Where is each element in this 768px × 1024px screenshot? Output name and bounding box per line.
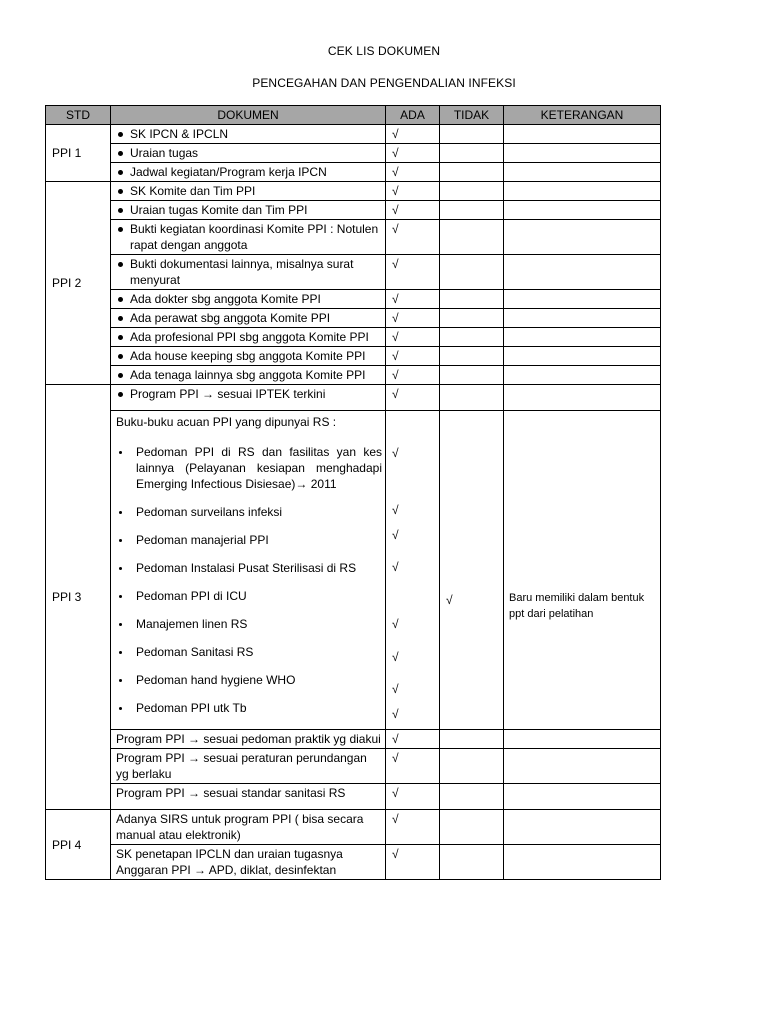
- document-cell: [111, 366, 386, 385]
- keterangan-cell: [504, 845, 661, 880]
- std-cell: PPI 4: [46, 810, 111, 880]
- tidak-cell: [440, 328, 504, 347]
- buku-acuan-intro: Buku-buku acuan PPI yang dipunyai RS :: [116, 415, 337, 429]
- document-item: Uraian tugas Komite dan Tim PPI: [116, 202, 382, 218]
- document-cell: [111, 385, 386, 411]
- header-tidak: TIDAK: [440, 106, 504, 125]
- keterangan-cell: [504, 309, 661, 328]
- keterangan-cell: [504, 784, 661, 810]
- tidak-cell: [440, 309, 504, 328]
- document-cell: Adanya SIRS untuk program PPI ( bisa secara manual atau elektronik): [111, 810, 386, 845]
- tidak-cell: [440, 163, 504, 182]
- document-cell: SK penetapan IPCLN dan uraian tugasnya Anggaran PPI → APD, diklat, desinfektan: [111, 845, 386, 880]
- document-cell: [111, 328, 386, 347]
- document-cell: [111, 347, 386, 366]
- ada-check: √: [386, 385, 440, 411]
- ada-check: √: [386, 366, 440, 385]
- document-text: Program PPI → sesuai standar sanitasi RS: [116, 786, 346, 800]
- document-item: Bukti kegiatan koordinasi Komite PPI : Notulen rapat dengan anggota: [116, 221, 382, 253]
- document-item: Ada perawat sbg anggota Komite PPI: [116, 310, 382, 326]
- ada-check: √: [386, 182, 440, 201]
- document-cell: [111, 309, 386, 328]
- list-item: Pedoman PPI di RS dan fasilitas yan kes lainnya (Pelayanan kesiapan menghadapi Emerging Infectious Disiesae)→ 2011: [116, 444, 382, 492]
- tidak-cell: [440, 220, 504, 255]
- tidak-cell: [440, 730, 504, 749]
- table-row: [46, 730, 661, 749]
- tidak-cell: [440, 749, 504, 784]
- ada-check: √: [386, 730, 440, 749]
- std-cell: PPI 3: [46, 385, 111, 810]
- document-cell: [111, 125, 386, 144]
- ada-check: √: [386, 290, 440, 309]
- ada-check: √: [386, 125, 440, 144]
- tidak-cell: [440, 385, 504, 411]
- ada-check: √: [392, 446, 399, 460]
- ada-check: √: [386, 810, 440, 845]
- ada-check: √: [386, 144, 440, 163]
- document-item: SK IPCN & IPCLN: [116, 126, 382, 142]
- ada-check: √: [392, 528, 399, 542]
- header-keterangan: KETERANGAN: [504, 106, 661, 125]
- tidak-cell: [440, 201, 504, 220]
- document-item: Bukti dokumentasi lainnya, misalnya surat menyurat: [116, 256, 382, 288]
- table-row: [46, 385, 661, 411]
- keterangan-cell: [504, 255, 661, 290]
- document-cell: [111, 784, 386, 810]
- keterangan-cell: [504, 749, 661, 784]
- document-item: Ada profesional PPI sbg anggota Komite PPI: [116, 329, 382, 345]
- ada-check: √: [386, 309, 440, 328]
- keterangan-cell: [504, 201, 661, 220]
- keterangan-cell: [504, 328, 661, 347]
- document-cell: Program PPI → sesuai pedoman praktik yg diakui: [111, 730, 386, 749]
- tidak-cell: [440, 845, 504, 880]
- document-cell: [111, 201, 386, 220]
- document-cell: [111, 290, 386, 309]
- document-title: CEK LIS DOKUMEN: [327, 44, 441, 58]
- tidak-cell: [440, 290, 504, 309]
- tidak-check-mark: √: [446, 593, 453, 607]
- tidak-cell: [440, 366, 504, 385]
- tidak-cell: [440, 182, 504, 201]
- list-item: Pedoman hand hygiene WHO: [116, 672, 382, 688]
- tidak-cell: [440, 347, 504, 366]
- document-item: Ada dokter sbg anggota Komite PPI: [116, 291, 382, 307]
- ada-check: √: [392, 503, 399, 517]
- tidak-cell: [440, 810, 504, 845]
- list-item: Pedoman PPI utk Tb: [116, 700, 382, 716]
- table-row-buku-acuan: [46, 411, 661, 730]
- list-item: Pedoman PPI di ICU: [116, 588, 382, 604]
- keterangan-cell: [504, 411, 661, 730]
- table-row: [46, 163, 661, 182]
- keterangan-cell: [504, 163, 661, 182]
- table-row: [46, 347, 661, 366]
- ada-check: √: [386, 220, 440, 255]
- ada-check-column: [386, 411, 440, 730]
- table-row: [46, 366, 661, 385]
- ada-check: √: [392, 682, 399, 696]
- document-cell: [111, 163, 386, 182]
- list-item: Manajemen linen RS: [116, 616, 382, 632]
- ada-check: √: [392, 650, 399, 664]
- table-row: [46, 182, 661, 201]
- tidak-cell: [440, 255, 504, 290]
- header-dokumen: DOKUMEN: [111, 106, 386, 125]
- document-item: Jadwal kegiatan/Program kerja IPCN: [116, 164, 382, 180]
- tidak-cell: [440, 784, 504, 810]
- tidak-cell: [440, 144, 504, 163]
- checklist-table: [45, 105, 661, 880]
- keterangan-cell: [504, 220, 661, 255]
- document-item: Uraian tugas: [116, 145, 382, 161]
- document-cell: Program PPI → sesuai peraturan perundangan yg berlaku: [111, 749, 386, 784]
- ada-check: √: [386, 347, 440, 366]
- keterangan-cell: [504, 810, 661, 845]
- list-item: Pedoman Sanitasi RS: [116, 644, 382, 660]
- keterangan-note: Baru memiliki dalam bentuk ppt dari pelatihan: [509, 592, 645, 620]
- keterangan-cell: [504, 385, 661, 411]
- ada-check: √: [386, 255, 440, 290]
- document-cell: [111, 220, 386, 255]
- header-ada: ADA: [386, 106, 440, 125]
- ada-check: √: [392, 707, 399, 721]
- table-row: [46, 749, 661, 784]
- list-item: Pedoman manajerial PPI: [116, 532, 382, 548]
- table-row: [46, 255, 661, 290]
- header-std: STD: [46, 106, 111, 125]
- ada-check: √: [386, 784, 440, 810]
- tidak-cell: [440, 125, 504, 144]
- table-row: [46, 784, 661, 810]
- table-row: [46, 201, 661, 220]
- document-cell: [111, 182, 386, 201]
- document-cell: [111, 411, 386, 730]
- document-cell: [111, 144, 386, 163]
- keterangan-cell: [504, 366, 661, 385]
- ada-check: √: [392, 560, 399, 574]
- keterangan-cell: [504, 347, 661, 366]
- ada-check: √: [386, 163, 440, 182]
- document-item: Program PPI → sesuai IPTEK terkini: [116, 386, 382, 402]
- document-item: Ada tenaga lainnya sbg anggota Komite PPI: [116, 367, 382, 383]
- table-row: [46, 125, 661, 144]
- document-item: SK Komite dan Tim PPI: [116, 183, 382, 199]
- table-row: [46, 309, 661, 328]
- ada-check: √: [386, 845, 440, 880]
- table-row: [46, 810, 661, 845]
- document-cell: [111, 255, 386, 290]
- document-item: Ada house keeping sbg anggota Komite PPI: [116, 348, 382, 364]
- ada-check: √: [386, 201, 440, 220]
- header-row: [46, 106, 661, 125]
- table-row: [46, 845, 661, 880]
- tidak-check: [440, 411, 504, 730]
- table-row: [46, 290, 661, 309]
- table-row: [46, 328, 661, 347]
- std-cell: PPI 2: [46, 182, 111, 385]
- list-item: Pedoman surveilans infeksi: [116, 504, 382, 520]
- ada-check: √: [386, 749, 440, 784]
- table-row: [46, 144, 661, 163]
- keterangan-cell: [504, 125, 661, 144]
- table-row: [46, 220, 661, 255]
- keterangan-cell: [504, 290, 661, 309]
- keterangan-cell: [504, 730, 661, 749]
- document-subtitle: PENCEGAHAN DAN PENGENDALIAN INFEKSI: [252, 76, 516, 90]
- list-item: Pedoman Instalasi Pusat Sterilisasi di RS: [116, 560, 382, 576]
- ada-check: √: [386, 328, 440, 347]
- keterangan-cell: [504, 182, 661, 201]
- buku-acuan-list: [116, 444, 382, 716]
- ada-check: √: [392, 617, 399, 631]
- std-cell: PPI 1: [46, 125, 111, 182]
- keterangan-cell: [504, 144, 661, 163]
